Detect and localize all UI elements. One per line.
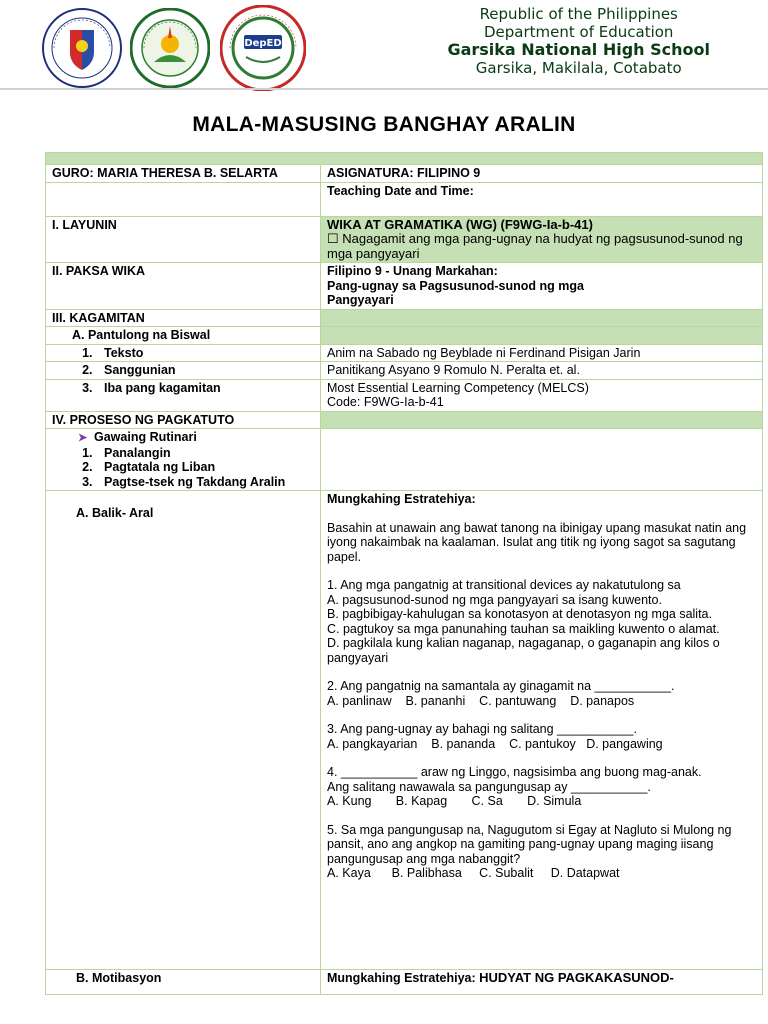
- school-info: [447, 5, 710, 77]
- table-row: [46, 327, 763, 345]
- deped-seal-logo: [42, 8, 122, 88]
- section-kagamitan: III. KAGAMITAN: [46, 309, 321, 327]
- question-5: 5. Sa mga pangungusap na, Nagugutom si Egay at Nagluto si Mulong ng pansit, ano ang angkop na gamiting pang-ugnay upang maging iisang pangungusap ang mga nabanggit?: [327, 822, 732, 866]
- table-row: [46, 182, 763, 216]
- section-layunin: I. LAYUNIN: [46, 216, 321, 263]
- table-row: [46, 309, 763, 327]
- objective-cell: [321, 216, 763, 263]
- question-3: 3. Ang pang-ugnay ay bahagi ng salitang ___________.: [327, 722, 637, 736]
- section-paksa: II. PAKSA WIKA: [46, 263, 321, 310]
- iba-label: 3. Iba pang kagamitan: [96, 381, 314, 396]
- arrow-bullet-icon: ➤: [78, 432, 88, 444]
- teaching-date: Teaching Date and Time:: [321, 182, 763, 216]
- letterhead: [0, 0, 768, 90]
- sanggunian-value: Panitikang Asyano 9 Romulo N. Peralta et. al.: [321, 362, 763, 380]
- objective-text: ☐ Nagagamit ang mga pang-ugnay na hudyat ng pagsusunod-sunod ng mga pangyayari: [327, 231, 743, 261]
- routine-cell: [46, 429, 321, 491]
- sanggunian-label: 2. Sanggunian: [96, 363, 314, 378]
- q1-option-d: D. pagkilala kung kalian naganap, nagaganap, o gaganapin ang kilos o pangyayari: [327, 636, 720, 665]
- division-seal-logo: [130, 8, 210, 88]
- iba-value-line-2: Code: F9WG-Ia-b-41: [327, 395, 444, 409]
- school-seal-logo: [220, 5, 306, 91]
- table-row: [46, 165, 763, 183]
- routine-item: 1. Panalangin: [96, 446, 314, 461]
- motibasyon-label: B. Motibasyon: [46, 970, 321, 995]
- school-name: Garsika National High School: [447, 40, 710, 59]
- iba-value: [321, 379, 763, 411]
- table-top-band: [46, 153, 763, 165]
- lesson-plan-table: [45, 152, 763, 995]
- topic-line-2: Pang-ugnay sa Pagsusunod-sunod ng mga: [327, 278, 584, 293]
- strategy-title: Mungkahing Estratehiya:: [327, 492, 476, 506]
- table-row: [46, 970, 763, 995]
- q1-option-b: B. pagbibigay-kahulugan sa konotasyon at denotasyon ng mga salita.: [327, 607, 712, 621]
- table-row: [46, 379, 763, 411]
- table-row: [46, 344, 763, 362]
- question-4: 4. ___________ araw ng Linggo, nagsisimba ang buong mag-anak.: [327, 765, 702, 779]
- table-row: [46, 429, 763, 491]
- objective-title: WIKA AT GRAMATIKA (WG) (F9WG-Ia-b-41): [327, 216, 593, 232]
- svg-text:DepED: DepED: [244, 38, 282, 49]
- q1-option-a: A. pagsusunod-sunod ng mga pangyayari sa isang kuwento.: [327, 592, 662, 607]
- visual-aids-label: A. Pantulong na Biswal: [46, 327, 321, 345]
- q4-options: A. Kung B. Kapag C. Sa D. Simula: [327, 794, 582, 808]
- document-title: MALA-MASUSING BANGHAY ARALIN: [192, 113, 576, 136]
- q1-option-c: C. pagtukoy sa mga panunahing tauhan sa maikling kuwento o alamat.: [327, 621, 720, 636]
- routine-item: 3. Pagtse-tsek ng Takdang Aralin: [96, 475, 314, 490]
- table-row: [46, 362, 763, 380]
- q5-options: A. Kaya B. Palibhasa C. Subalit D. Datapwat: [327, 866, 620, 880]
- motibasyon-strategy: Mungkahing Estratehiya: HUDYAT NG PAGKAKASUNOD-: [321, 970, 763, 995]
- instructions: Basahin at unawain ang bawat tanong na ibinigay upang masukat natin ang iyong nakaimbak na kaalaman. Isulat ang titik ng iyong sagot sa sagutang papel.: [327, 520, 747, 564]
- question-2: 2. Ang pangatnig na samantala ay ginagamit na ___________.: [327, 679, 675, 693]
- topic-cell: [321, 263, 763, 310]
- balik-aral-label: A. Balik- Aral: [46, 491, 321, 970]
- table-row: [46, 216, 763, 263]
- routine-item: 2. Pagtatala ng Liban: [96, 460, 314, 475]
- routine-title: Gawaing Rutinari: [94, 430, 197, 444]
- topic-line-1: Filipino 9 - Unang Markahan:: [327, 264, 498, 278]
- department-line: Department of Education: [484, 23, 674, 41]
- school-address: Garsika, Makilala, Cotabato: [475, 59, 682, 77]
- question-1: 1. Ang mga pangatnig at transitional devices ay nakatutulong sa: [327, 578, 681, 592]
- table-row: [46, 411, 763, 429]
- table-row: [46, 263, 763, 310]
- iba-value-line-1: Most Essential Learning Competency (MELCS): [327, 380, 589, 395]
- teksto-value: Anim na Sabado ng Beyblade ni Ferdinand Pisigan Jarin: [321, 344, 763, 362]
- country-line: Republic of the Philippines: [479, 5, 678, 23]
- question-4-cont: Ang salitang nawawala sa pangungusap ay ___________.: [327, 779, 651, 794]
- topic-line-3: Pangyayari: [327, 293, 394, 307]
- teksto-label: 1. Teksto: [96, 346, 314, 361]
- section-proseso: IV. PROSESO NG PAGKATUTO: [46, 411, 321, 429]
- q2-options: A. panlinaw B. pananhi C. pantuwang D. panapos: [327, 693, 635, 708]
- balik-aral-content: [321, 491, 763, 970]
- q3-options: A. pangkayarian B. pananda C. pantukoy D. pangawing: [327, 736, 663, 751]
- table-row: [46, 491, 763, 970]
- header-divider: [0, 88, 768, 90]
- subject: ASIGNATURA: FILIPINO 9: [321, 165, 763, 183]
- teacher-name: GURO: MARIA THERESA B. SELARTA: [46, 165, 321, 183]
